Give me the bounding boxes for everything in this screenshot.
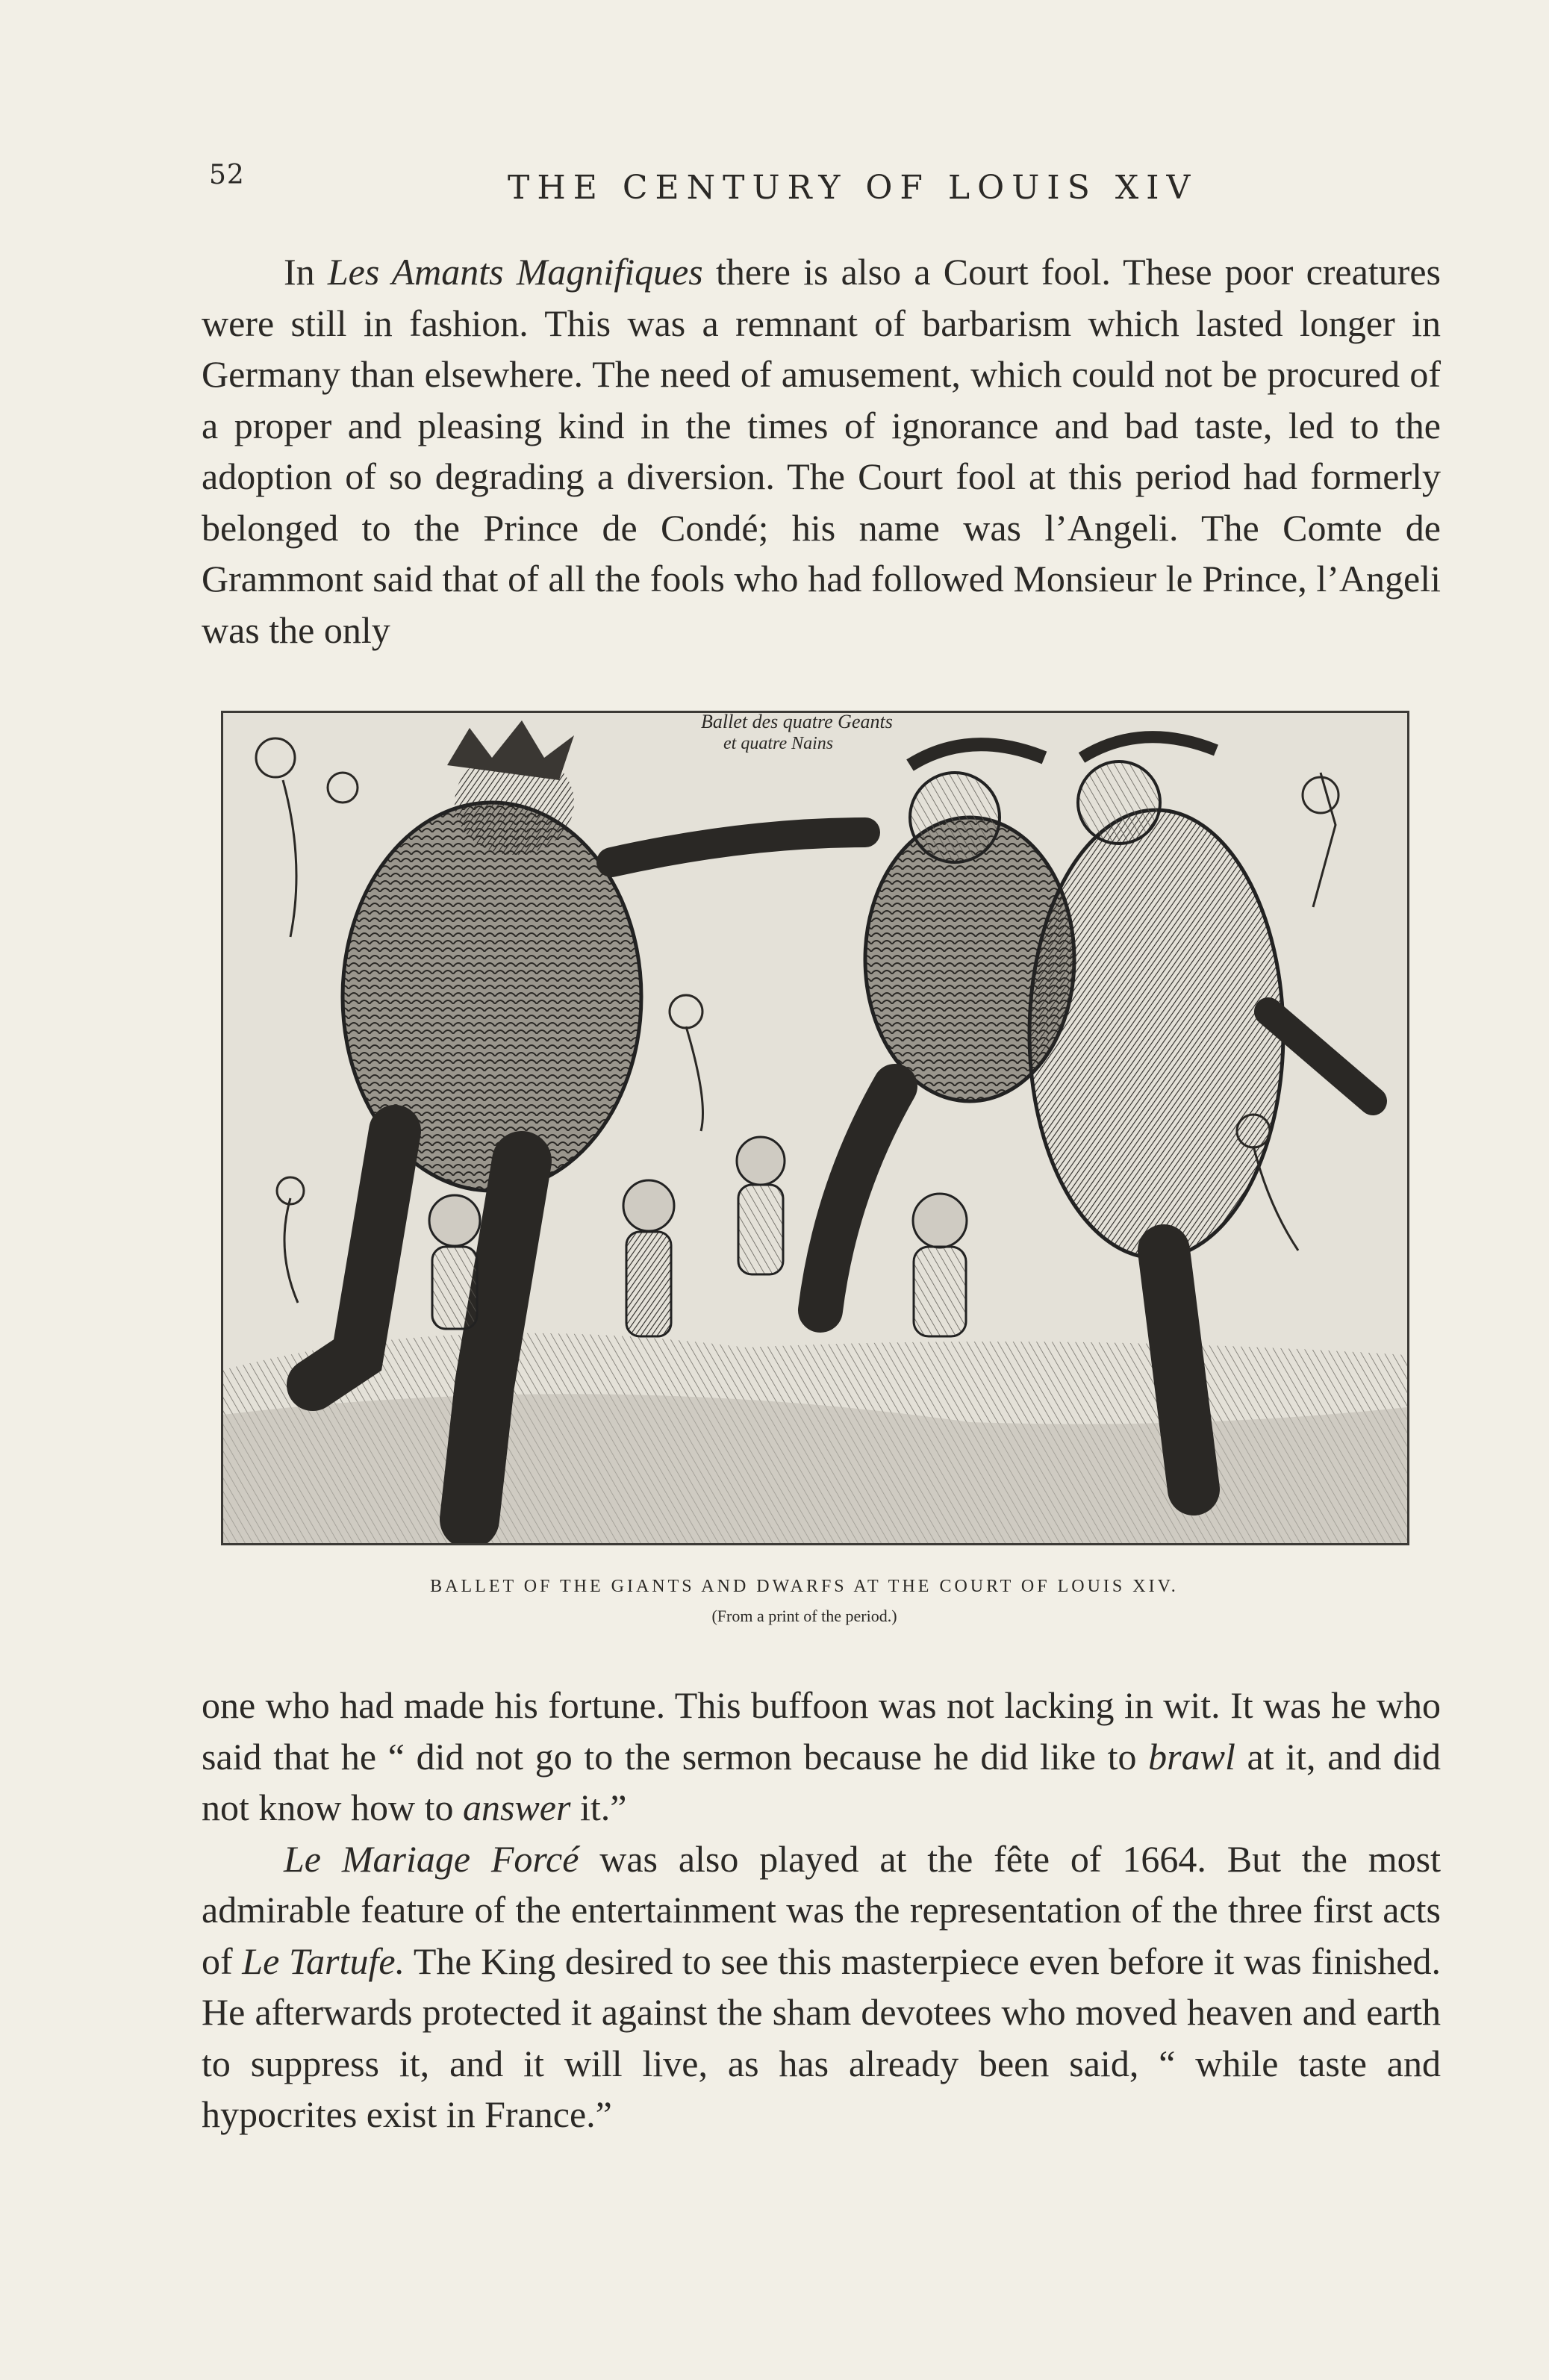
- paragraph-1: [202, 246, 1441, 655]
- engraving-illustration: [221, 711, 1409, 1545]
- text-run: it.”: [570, 1786, 627, 1828]
- work-title: Le Tartufe.: [242, 1940, 405, 1982]
- running-head: THE CENTURY OF LOUIS XIV: [508, 169, 1198, 207]
- text-run: at it, and did not know how to: [202, 1735, 1441, 1828]
- engraved-title-line-1: Ballet des quatre Geants: [701, 713, 893, 732]
- emphasis: answer: [463, 1786, 571, 1828]
- paragraph-2: [202, 1680, 1441, 2140]
- text-run: The King desired to see this masterpiece even before it was finished. He afterwards protected it against the sham devotees who moved heaven and earth to suppress it, and it will live, as has already been said, “ while taste and hypocrites exist in France.”: [202, 1940, 1441, 2135]
- work-title: Les Amants Magnifiques: [327, 251, 703, 293]
- text-run: was also played at the fête of 1664. But the most admirable feature of the entertainment was the representation of the three first acts of: [202, 1837, 1441, 1982]
- figure-credit: (From a print of the period.): [711, 1607, 897, 1625]
- text-run: there is also a Court fool. These poor creatures were still in fashion. This was a remnant of barbarism which lasted longer in Germany than elsewhere. The need of amusement, which could not be procured of a proper and pleasing kind in the times of ignorance and bad taste, led to the adoption of so degrading a diversion. The Court fool at this period had formerly belonged to the Prince de Condé; his name was l’Angeli. The Comte de Grammont said that of all the fools who had followed Monsieur le Prince, l’Angeli was the only: [202, 251, 1441, 651]
- text-run: one who had made his fortune. This buffoon was not lacking in wit. It was he who said that he “ did not go to the sermon because he did like to: [202, 1684, 1441, 1778]
- work-title: Le Mariage Forcé: [284, 1837, 579, 1880]
- engraved-title-line-2: et quatre Nains: [723, 734, 834, 753]
- emphasis: brawl: [1148, 1735, 1235, 1778]
- page-number: 52: [209, 160, 245, 190]
- text-run: In: [284, 251, 328, 293]
- figure-caption: BALLET OF THE GIANTS AND DWARFS AT THE COURT OF LOUIS XIV.: [430, 1577, 1179, 1596]
